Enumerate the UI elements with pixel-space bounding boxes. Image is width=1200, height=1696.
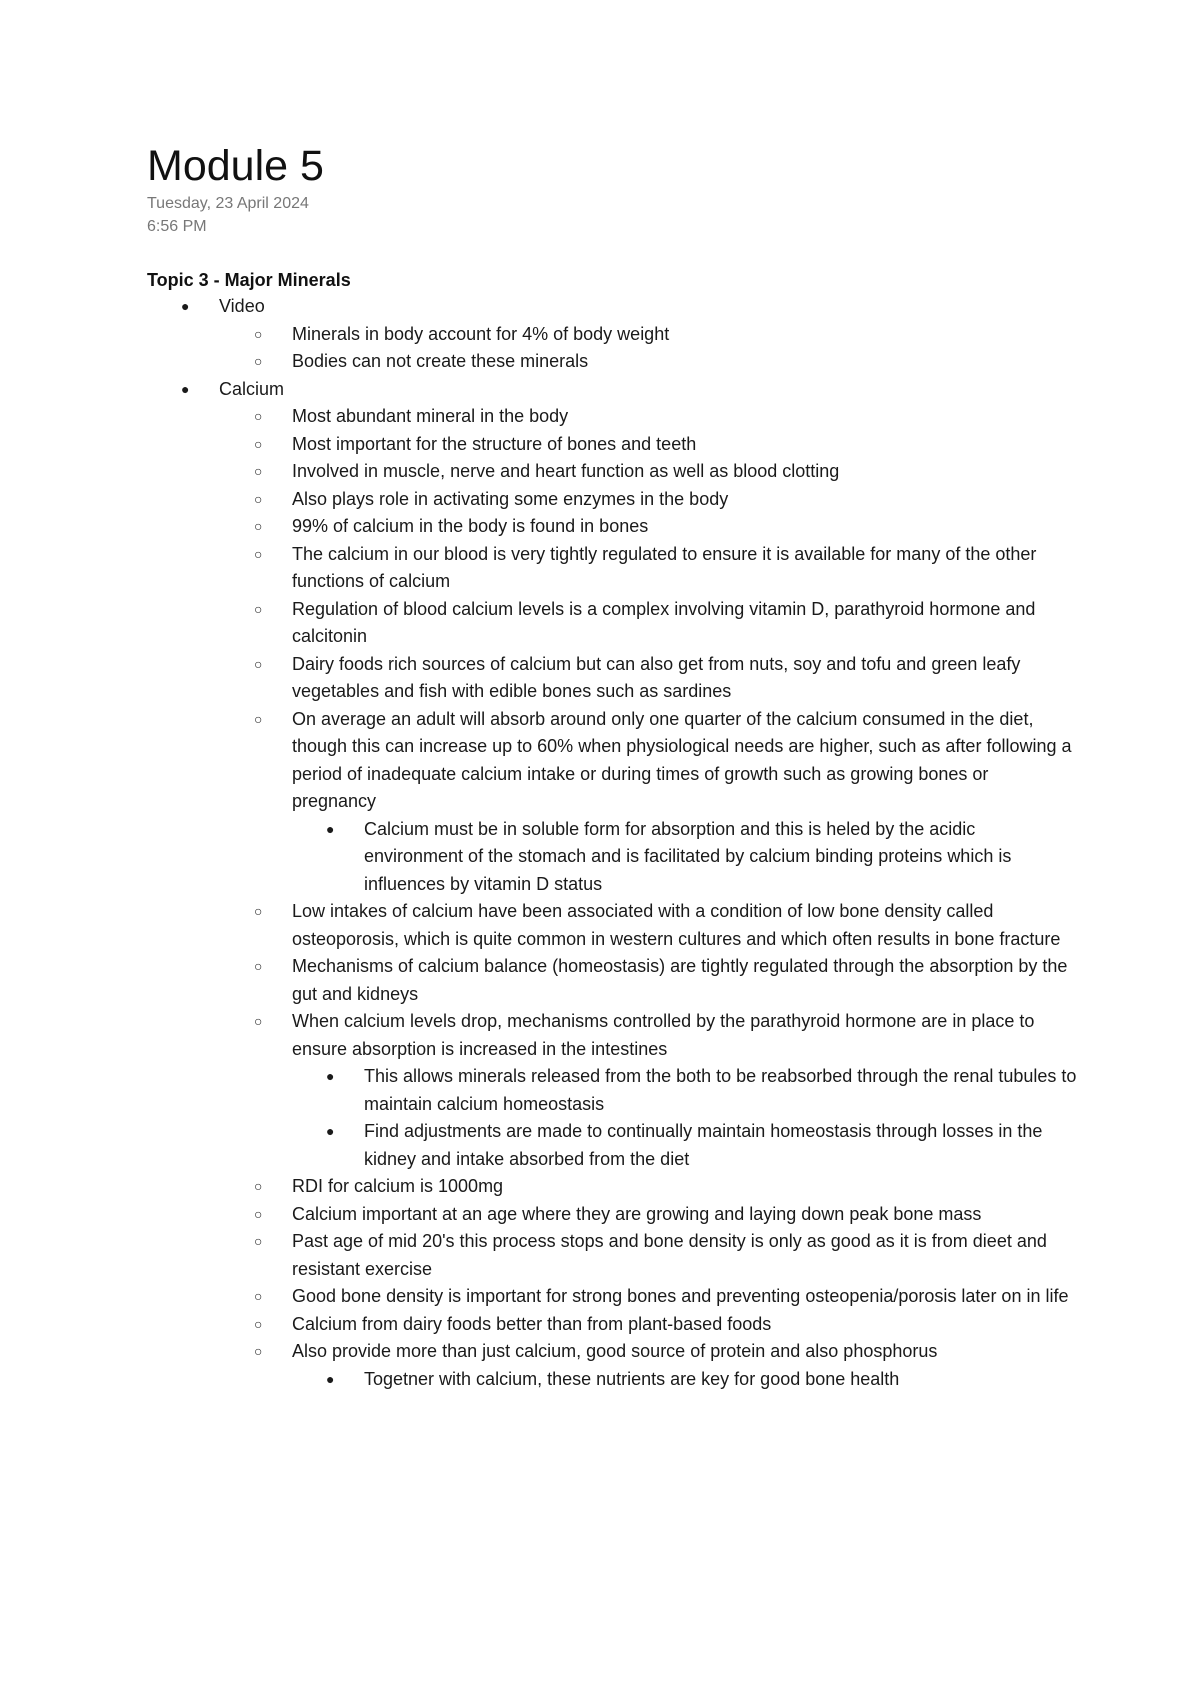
list-item	[147, 596, 1077, 651]
list-item	[147, 348, 1077, 376]
list-item-text: RDI for calcium is 1000mg	[292, 1176, 504, 1196]
list-item	[147, 1283, 1077, 1311]
list-item	[147, 513, 1077, 541]
list-item-text: 99% of calcium in the body is found in bones	[292, 516, 649, 536]
circle-bullet-icon: ○	[254, 1178, 263, 1194]
list-item	[147, 486, 1077, 514]
list-item-text: When calcium levels drop, mechanisms controlled by the parathyroid hormone are in place to ensure absorption is increased in the intestines	[292, 1011, 1035, 1059]
list-item-label: Video	[219, 296, 265, 316]
list-item-text: Calcium from dairy foods better than from plant-based foods	[292, 1313, 772, 1334]
list-item-text: Calcium important at an age where they are growing and laying down peak bone mass	[292, 1203, 982, 1224]
list-item-text: Calcium must be in soluble form for absorption and this is heled by the acidic environment of the stomach and is facilitated by calcium binding proteins which is influences by vitamin D status	[364, 818, 1012, 894]
list-item	[147, 403, 1077, 431]
list-item-text: Past age of mid 20's this process stops and bone density is only as good as it is from dieet and resistant exercise	[292, 1231, 1047, 1279]
circle-bullet-icon: ○	[254, 353, 263, 369]
list-item	[147, 1201, 1077, 1229]
list-item-video	[147, 293, 1077, 376]
sub-sub-list	[147, 816, 1077, 899]
circle-bullet-icon: ○	[254, 958, 263, 974]
list-item	[147, 953, 1077, 1008]
list-item	[147, 898, 1077, 953]
list-item-text: Mechanisms of calcium balance (homeostasis) are tightly regulated through the absorption by the gut and kidneys	[292, 956, 1068, 1004]
list-item-text: Also provide more than just calcium, good source of protein and also phosphorus	[292, 1341, 938, 1361]
list-item-text: Regulation of blood calcium levels is a complex involving vitamin D, parathyroid hormone and calcitonin	[292, 598, 1036, 646]
list-item-text: Dairy foods rich sources of calcium but can also get from nuts, soy and tofu and green leafy vegetables and fish with edible bones such as sardines	[292, 653, 1021, 701]
outline-list	[147, 293, 1077, 1393]
circle-bullet-icon: ○	[254, 463, 263, 479]
circle-bullet-icon: ○	[254, 600, 263, 617]
list-item-text: This allows minerals released from the both to be reabsorbed through the renal tubules to maintain calcium homeostasis	[364, 1066, 1077, 1114]
circle-bullet-icon: ○	[254, 490, 263, 507]
sub-list	[147, 321, 1077, 376]
sub-sub-list	[147, 1366, 1077, 1394]
topic-heading: Topic 3 - Major Minerals	[147, 270, 351, 290]
circle-bullet-icon: ○	[254, 325, 263, 342]
circle-bullet-icon: ○	[254, 408, 263, 424]
list-item-text: The calcium in our blood is very tightly regulated to ensure it is available for many of the other functions of calcium	[292, 543, 1037, 591]
circle-bullet-icon: ○	[254, 1233, 263, 1249]
note-page	[147, 140, 1077, 1393]
note-time: 6:56 PM	[147, 218, 207, 235]
list-item-text: Most abundant mineral in the body	[292, 406, 569, 426]
circle-bullet-icon: ○	[254, 1013, 263, 1029]
bullet-icon: ●	[181, 380, 190, 397]
list-item	[147, 1311, 1077, 1339]
list-item	[147, 321, 1077, 349]
sub-list	[147, 403, 1077, 1393]
circle-bullet-icon: ○	[254, 903, 263, 919]
list-item-text: Good bone density is important for strong bones and preventing osteopenia/porosis later on in life	[292, 1286, 1069, 1306]
list-item	[147, 458, 1077, 486]
list-item	[147, 706, 1077, 899]
list-item	[147, 1338, 1077, 1393]
circle-bullet-icon: ○	[254, 1205, 263, 1222]
bullet-icon: ●	[326, 820, 335, 837]
list-item	[147, 1063, 1077, 1118]
bullet-icon: ●	[181, 298, 190, 314]
page-title: Module 5	[147, 142, 324, 190]
bullet-icon: ●	[326, 1068, 335, 1084]
bullet-icon: ●	[326, 1123, 335, 1139]
list-item-text: Most important for the structure of bones and teeth	[292, 433, 697, 454]
list-item-label: Calcium	[219, 378, 285, 399]
list-item	[147, 816, 1077, 899]
list-item-text: Low intakes of calcium have been associated with a condition of low bone density called osteoporosis, which is quite common in western cultures and which often results in bone fracture	[292, 901, 1061, 949]
circle-bullet-icon: ○	[254, 518, 263, 534]
list-item-text: Minerals in body account for 4% of body weight	[292, 323, 670, 344]
list-item	[147, 1118, 1077, 1173]
list-item	[147, 1366, 1077, 1394]
note-date: Tuesday, 23 April 2024	[147, 195, 309, 212]
list-item	[147, 541, 1077, 596]
sub-sub-list	[147, 1063, 1077, 1173]
list-item-text: On average an adult will absorb around only one quarter of the calcium consumed in the diet, though this can increase up to 60% when physiological needs are higher, such as after following a period of inadequate calcium intake or during times of growth such as growing bones or pregnancy	[292, 708, 1072, 811]
list-item	[147, 651, 1077, 706]
circle-bullet-icon: ○	[254, 435, 263, 452]
circle-bullet-icon: ○	[254, 655, 263, 672]
circle-bullet-icon: ○	[254, 710, 263, 727]
list-item	[147, 1228, 1077, 1283]
list-item	[147, 1008, 1077, 1173]
circle-bullet-icon: ○	[254, 1315, 263, 1332]
list-item-calcium	[147, 376, 1077, 1394]
circle-bullet-icon: ○	[254, 1288, 263, 1304]
circle-bullet-icon: ○	[254, 1343, 263, 1359]
list-item	[147, 431, 1077, 459]
list-item	[147, 1173, 1077, 1201]
bullet-icon: ●	[326, 1370, 335, 1387]
list-item-text: Involved in muscle, nerve and heart function as well as blood clotting	[292, 461, 840, 481]
list-item-text: Also plays role in activating some enzymes in the body	[292, 488, 729, 509]
list-item-text: Find adjustments are made to continually maintain homeostasis through losses in the kidney and intake absorbed from the diet	[364, 1121, 1043, 1169]
list-item-text: Togetner with calcium, these nutrients are key for good bone health	[364, 1368, 900, 1389]
list-item-text: Bodies can not create these minerals	[292, 351, 589, 371]
circle-bullet-icon: ○	[254, 545, 263, 562]
